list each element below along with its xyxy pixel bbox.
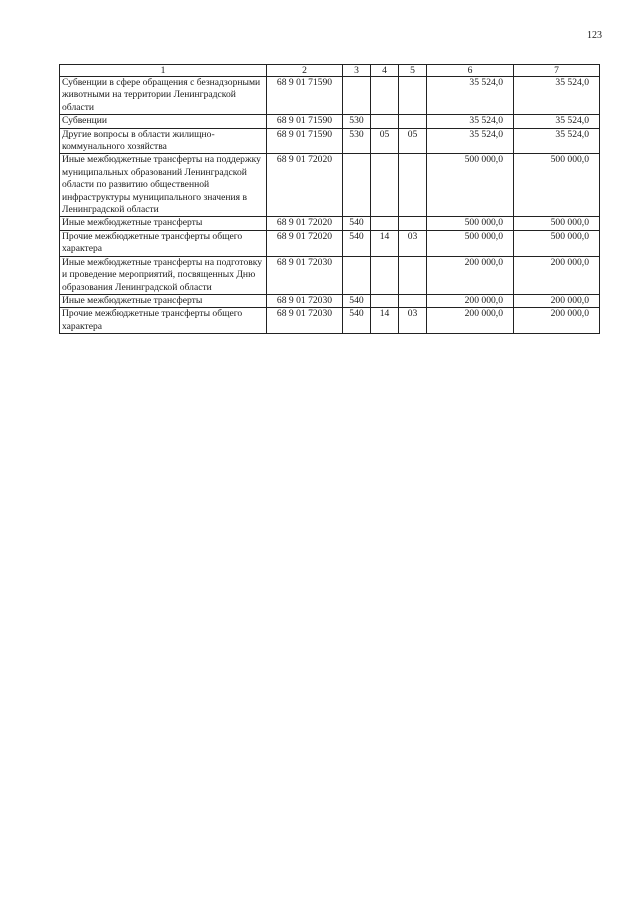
column-header-3: 3 bbox=[343, 65, 371, 77]
row-subsection bbox=[399, 217, 427, 230]
row-subsection: 03 bbox=[399, 308, 427, 334]
row-name: Другие вопросы в области жилищно-коммунального хозяйства bbox=[60, 128, 267, 154]
row-amount-col6: 200 000,0 bbox=[427, 294, 514, 307]
table-row bbox=[60, 308, 600, 334]
row-amount-col7: 35 524,0 bbox=[514, 77, 600, 115]
row-section: 14 bbox=[371, 230, 399, 256]
row-amount-col6: 500 000,0 bbox=[427, 230, 514, 256]
column-header-5: 5 bbox=[399, 65, 427, 77]
row-expense-type: 540 bbox=[343, 230, 371, 256]
row-amount-col7: 200 000,0 bbox=[514, 294, 600, 307]
row-section bbox=[371, 217, 399, 230]
row-name: Иные межбюджетные трансферты bbox=[60, 294, 267, 307]
table-row bbox=[60, 230, 600, 256]
row-section bbox=[371, 115, 399, 128]
row-name: Прочие межбюджетные трансферты общего характера bbox=[60, 230, 267, 256]
column-header-2: 2 bbox=[267, 65, 343, 77]
row-target-code: 68 9 01 72020 bbox=[267, 154, 343, 217]
row-subsection: 03 bbox=[399, 230, 427, 256]
row-section bbox=[371, 294, 399, 307]
column-header-1: 1 bbox=[60, 65, 267, 77]
row-section bbox=[371, 154, 399, 217]
row-section: 05 bbox=[371, 128, 399, 154]
row-amount-col7: 35 524,0 bbox=[514, 128, 600, 154]
row-expense-type bbox=[343, 154, 371, 217]
row-amount-col6: 200 000,0 bbox=[427, 308, 514, 334]
row-section bbox=[371, 256, 399, 294]
table-row bbox=[60, 256, 600, 294]
table-row bbox=[60, 77, 600, 115]
table-row bbox=[60, 154, 600, 217]
page-number: 123 bbox=[587, 30, 602, 41]
row-name: Прочие межбюджетные трансферты общего характера bbox=[60, 308, 267, 334]
row-target-code: 68 9 01 72020 bbox=[267, 230, 343, 256]
table-row bbox=[60, 217, 600, 230]
row-subsection bbox=[399, 256, 427, 294]
row-subsection: 05 bbox=[399, 128, 427, 154]
row-amount-col7: 500 000,0 bbox=[514, 154, 600, 217]
row-amount-col6: 200 000,0 bbox=[427, 256, 514, 294]
row-target-code: 68 9 01 72030 bbox=[267, 308, 343, 334]
row-expense-type bbox=[343, 77, 371, 115]
row-amount-col7: 200 000,0 bbox=[514, 256, 600, 294]
row-target-code: 68 9 01 72030 bbox=[267, 256, 343, 294]
row-amount-col6: 35 524,0 bbox=[427, 77, 514, 115]
column-header-6: 6 bbox=[427, 65, 514, 77]
row-expense-type: 540 bbox=[343, 217, 371, 230]
row-amount-col6: 500 000,0 bbox=[427, 217, 514, 230]
row-target-code: 68 9 01 71590 bbox=[267, 77, 343, 115]
row-expense-type: 530 bbox=[343, 115, 371, 128]
column-header-7: 7 bbox=[514, 65, 600, 77]
row-amount-col6: 35 524,0 bbox=[427, 128, 514, 154]
row-target-code: 68 9 01 71590 bbox=[267, 128, 343, 154]
table-row bbox=[60, 128, 600, 154]
row-name: Субвенции bbox=[60, 115, 267, 128]
row-subsection bbox=[399, 154, 427, 217]
row-name: Субвенции в сфере обращения с безнадзорными животными на территории Ленинградской области bbox=[60, 77, 267, 115]
row-target-code: 68 9 01 72030 bbox=[267, 294, 343, 307]
row-target-code: 68 9 01 71590 bbox=[267, 115, 343, 128]
row-amount-col6: 35 524,0 bbox=[427, 115, 514, 128]
row-target-code: 68 9 01 72020 bbox=[267, 217, 343, 230]
row-name: Иные межбюджетные трансферты bbox=[60, 217, 267, 230]
row-subsection bbox=[399, 294, 427, 307]
row-section bbox=[371, 77, 399, 115]
row-expense-type: 540 bbox=[343, 294, 371, 307]
table-row bbox=[60, 115, 600, 128]
row-name: Иные межбюджетные трансферты на поддержку муниципальных образований Ленинградской области по развитию общественной инфраструктуры муниципального значения в Ленинградской области bbox=[60, 154, 267, 217]
row-name: Иные межбюджетные трансферты на подготовку и проведение мероприятий, посвященных Дню образования Ленинградской области bbox=[60, 256, 267, 294]
row-amount-col7: 35 524,0 bbox=[514, 115, 600, 128]
row-expense-type: 530 bbox=[343, 128, 371, 154]
row-amount-col7: 200 000,0 bbox=[514, 308, 600, 334]
budget-table bbox=[59, 64, 600, 334]
row-amount-col7: 500 000,0 bbox=[514, 217, 600, 230]
row-subsection bbox=[399, 77, 427, 115]
row-amount-col6: 500 000,0 bbox=[427, 154, 514, 217]
table-header-row bbox=[60, 65, 600, 77]
row-subsection bbox=[399, 115, 427, 128]
row-expense-type bbox=[343, 256, 371, 294]
row-amount-col7: 500 000,0 bbox=[514, 230, 600, 256]
row-expense-type: 540 bbox=[343, 308, 371, 334]
table-row bbox=[60, 294, 600, 307]
row-section: 14 bbox=[371, 308, 399, 334]
column-header-4: 4 bbox=[371, 65, 399, 77]
